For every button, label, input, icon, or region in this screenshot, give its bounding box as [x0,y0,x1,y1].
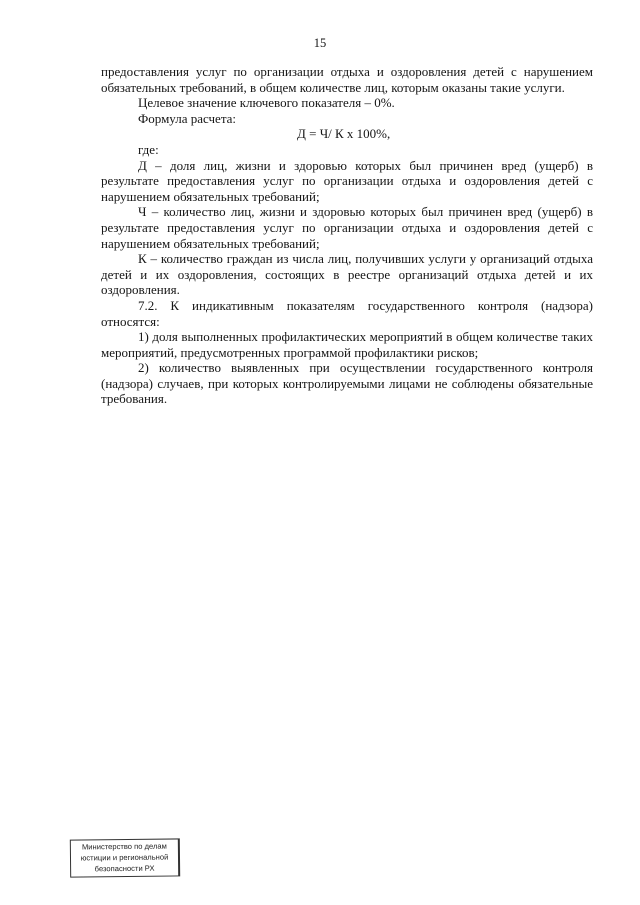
definition-ch: Ч – количество лиц, жизни и здоровью которых был причинен вред (ущерб) в результате предоставления услуг по организации отдыха и оздоровления детей с нарушением обязательных требований; [101,204,593,251]
stamp-line-1: Министерство по делам [81,841,167,852]
paragraph-formula-label: Формула расчета: [138,110,237,126]
definition-k: К – количество граждан из числа лиц, получивших услуги у организаций отдыха детей и их оздоровления, состоящих в реестре организаций отдыха детей и их оздоровления. [101,251,593,298]
formula: Д = Ч/ К х 100%, [297,126,391,142]
paragraph-where: где: [138,141,159,157]
indicator-item-2: 2) количество выявленных при осуществлении государственного контроля (надзора) случаев, при которых контролируемыми лицами не соблюдены обязательные требования. [101,360,593,407]
definition-d: Д – доля лиц, жизни и здоровью которых был причинен вред (ущерб) в результате предоставления услуг по организации отдыха и оздоровления детей с нарушением обязательных требований; [101,157,593,204]
paragraph-target-value: Целевое значение ключевого показателя – 0%. [138,95,395,111]
paragraph-key-indicator-end: предоставления услуг по организации отдыха и оздоровления детей с нарушением обязательных требований, в общем количестве лиц, которым оказаны такие услуги. [101,64,593,95]
section-7-2-heading: 7.2. К индикативным показателям государственного контроля (надзора) относятся: [101,297,593,329]
stamp-line-3: безопасности РХ [94,863,155,874]
indicator-item-1: 1) доля выполненных профилактических мероприятий в общем количестве таких мероприятий, предусмотренных программой профилактики рисков; [101,329,593,360]
ministry-stamp [70,838,180,877]
stamp-line-2: юстиции и региональной [80,852,169,863]
document-body [101,64,593,407]
page-number: 15 [313,36,327,50]
